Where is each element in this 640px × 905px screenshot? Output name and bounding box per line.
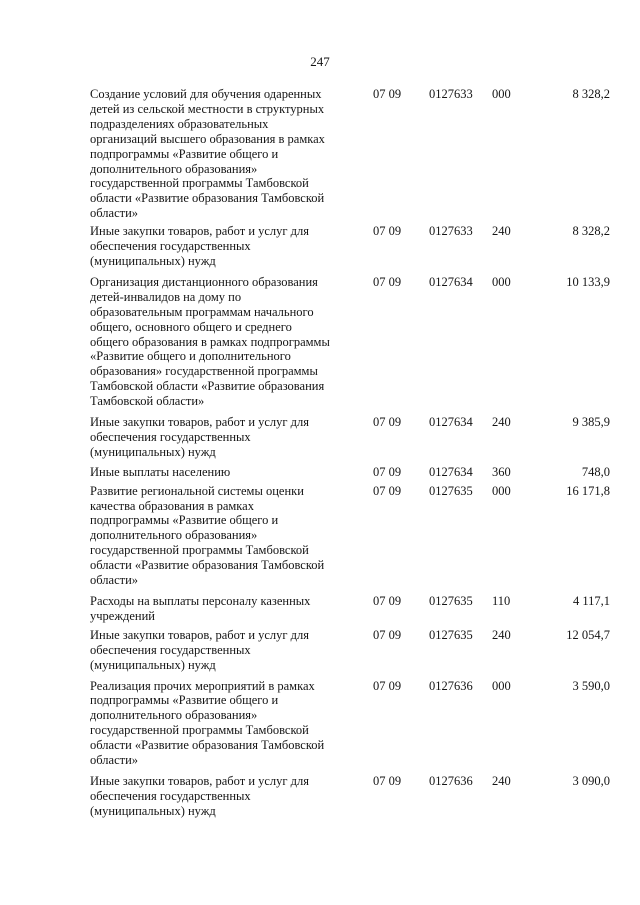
table-row <box>90 594 610 624</box>
amount-value: 8 328,2 <box>572 87 610 101</box>
table-row <box>90 415 610 460</box>
amount-value: 9 385,9 <box>572 415 610 430</box>
target-code: 0127634 <box>429 274 473 289</box>
expense-type-code: 240 <box>492 224 511 239</box>
amount-value: 3 090,0 <box>572 773 610 788</box>
row-description: Иные закупки товаров, работ и услуг для обеспечения государственных (муниципальных) нужд <box>90 415 310 459</box>
page-number: 247 <box>310 54 330 69</box>
section-code: 07 09 <box>373 274 402 289</box>
expense-type-code: 360 <box>492 464 511 479</box>
row-description: Иные выплаты населению <box>90 464 231 479</box>
table-row <box>90 224 610 269</box>
target-code: 0127635 <box>429 483 473 498</box>
section-code: 07 09 <box>373 594 402 608</box>
target-code: 0127634 <box>429 464 473 479</box>
expense-type-code: 110 <box>492 594 511 608</box>
table-row <box>90 275 610 409</box>
target-code: 0127634 <box>429 415 473 430</box>
section-code: 07 09 <box>373 464 402 479</box>
section-code: 07 09 <box>373 627 402 642</box>
table-row <box>90 87 610 221</box>
row-description: Иные закупки товаров, работ и услуг для обеспечения государственных (муниципальных) нужд <box>90 773 310 818</box>
target-code: 0127633 <box>429 224 473 239</box>
row-description: Реализация прочих мероприятий в рамках подпрограммы «Развитие общего и дополнительного образования» государственной программы Тамбовской области «Развитие образования Тамбовской области» <box>90 678 325 768</box>
amount-value: 4 117,1 <box>572 594 610 608</box>
amount-value: 3 590,0 <box>572 678 610 693</box>
amount-value: 16 171,8 <box>566 483 610 498</box>
row-description: Развитие региональной системы оценки качества образования в рамках подпрограммы «Развитие общего и дополнительного образования» государственной программы Тамбовской области «Развитие образования Тамбовской области» <box>90 483 325 588</box>
amount-value: 10 133,9 <box>566 274 610 289</box>
expense-type-code: 000 <box>492 678 511 693</box>
expense-type-code: 000 <box>492 274 511 289</box>
expense-type-code: 240 <box>492 415 511 430</box>
target-code: 0127633 <box>429 87 473 101</box>
section-code: 07 09 <box>373 483 402 498</box>
amount-value: 748,0 <box>581 464 610 479</box>
expense-type-code: 000 <box>492 87 511 101</box>
target-code: 0127635 <box>429 627 473 642</box>
row-description: Расходы на выплаты персоналу казенных учреждений <box>90 594 311 623</box>
table-row <box>90 465 610 480</box>
table-row <box>90 628 610 673</box>
section-code: 07 09 <box>373 773 402 788</box>
expense-type-code: 240 <box>492 627 511 642</box>
expense-type-code: 240 <box>492 773 511 788</box>
section-code: 07 09 <box>373 415 402 430</box>
row-description: Иные закупки товаров, работ и услуг для обеспечения государственных (муниципальных) нужд <box>90 627 310 672</box>
amount-value: 12 054,7 <box>566 627 610 642</box>
row-description: Организация дистанционного образования детей-инвалидов на дому по образовательным программам начального общего, основного общего и среднего общего образования в рамках подпрограммы «Развитие общего и дополнительного образования» государственной программы Тамбовской области «Развитие образования Тамбовской области» <box>90 274 330 409</box>
section-code: 07 09 <box>373 224 402 239</box>
expense-type-code: 000 <box>492 483 511 498</box>
row-description: Создание условий для обучения одаренных детей из сельской местности в структурных подразделениях образовательных организаций высшего образования в рамках подпрограммы «Развитие общего и дополнительного образования» государственной программы Тамбовской области «Развитие образования Тамбовской области» <box>90 87 325 221</box>
budget-table <box>90 87 610 819</box>
section-code: 07 09 <box>373 678 402 693</box>
target-code: 0127636 <box>429 678 473 693</box>
target-code: 0127636 <box>429 773 473 788</box>
amount-value: 8 328,2 <box>572 224 610 239</box>
table-row <box>90 679 610 768</box>
table-row <box>90 774 610 819</box>
section-code: 07 09 <box>373 87 402 101</box>
table-row <box>90 484 610 588</box>
target-code: 0127635 <box>429 594 473 608</box>
row-description: Иные закупки товаров, работ и услуг для обеспечения государственных (муниципальных) нужд <box>90 224 310 268</box>
